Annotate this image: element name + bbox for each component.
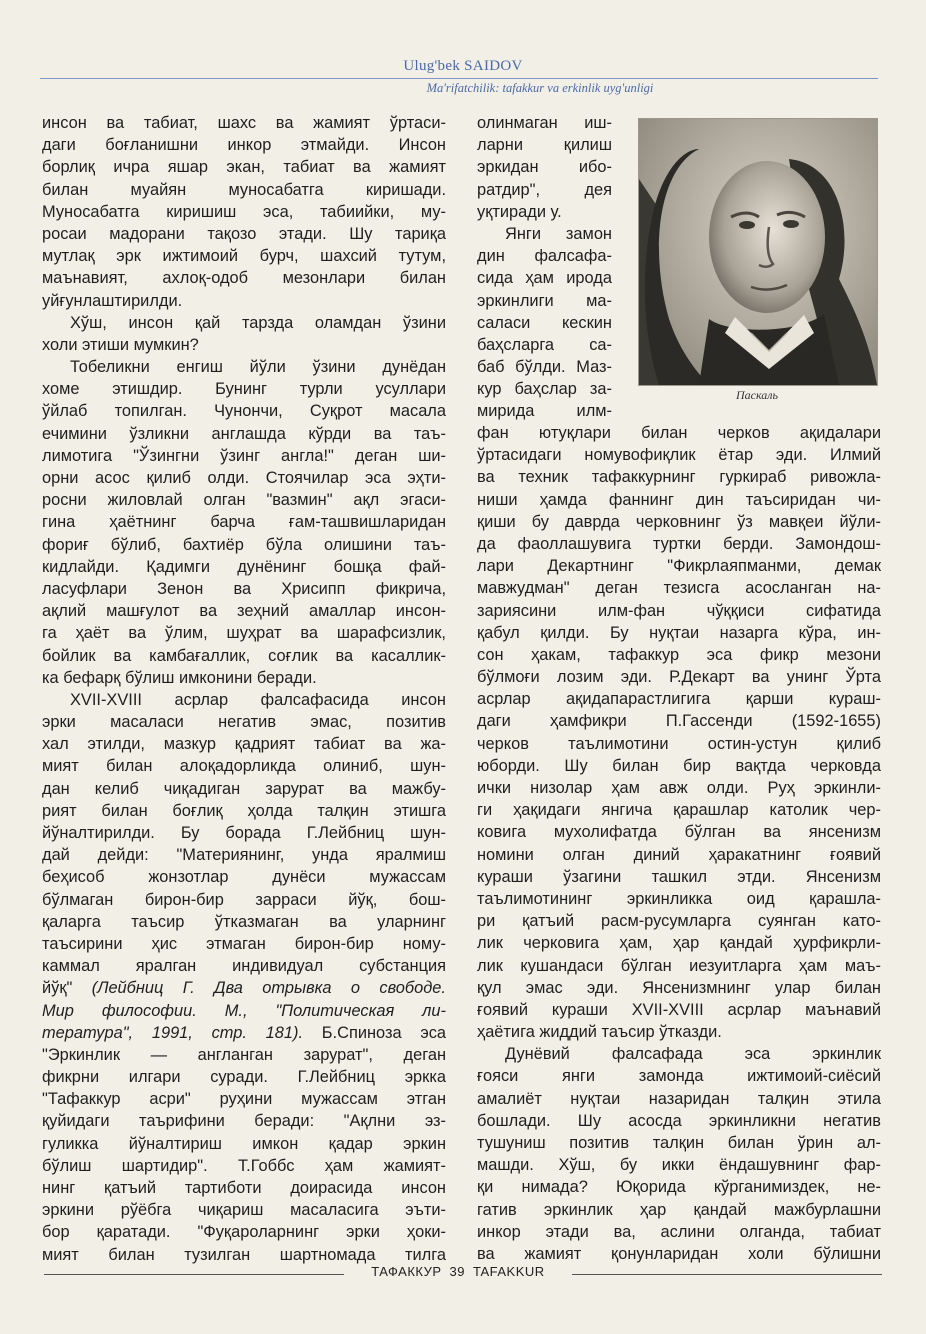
text-line: номини олган диний ҳаракатнинг ғоявий — [477, 845, 881, 864]
text-line: Дунёвий фалсафада эса эркинлик — [505, 1045, 881, 1064]
text-line: уйғунлаштирилди. — [42, 291, 183, 310]
text-line: дан келиб чиқадиган зарурат ва мажбу- — [42, 779, 446, 798]
text-line: юборди. Шу билан бир вақтда черковда — [477, 756, 881, 775]
text-line: бойлик ва камбағаллик, соғлик ва касаллик- — [42, 646, 446, 665]
text-line: лари Декартнинг "Фикрлаяпманми, демак — [477, 557, 881, 576]
text-line: бор қаратади. "Фуқароларнинг эрки ҳоки- — [42, 1223, 446, 1242]
text-line: ковига мухолифатда бўлган ва янсенизм — [477, 823, 881, 842]
text-line: ва техник тафаккурнинг гуркираб ривожла- — [477, 468, 881, 487]
text-line: нинг қатъий тартиботи доирасида инсон — [42, 1179, 446, 1197]
text-line: олинмаган иш- — [477, 114, 612, 132]
text-line: фикрни илгари суради. Г.Лейбниц эркка — [42, 1068, 446, 1087]
text-line: даги боғланишни инкор этмайди. Инсон — [42, 136, 446, 155]
text-line: фориғ бўлиб, бахтиёр бўла олишини таъ- — [42, 535, 446, 554]
text-line: кураши ўзагини ташкил этди. Янсенизм — [477, 867, 881, 886]
text-line: эркидан ибо- — [477, 158, 612, 177]
text-line: борлиқ ичра яшар экан, табиат ва жамият — [42, 158, 446, 177]
text-line: зариясини илм-фан чўққиси сифатида — [477, 601, 881, 620]
text-line: ратдир", дея — [477, 180, 612, 199]
text-line: ўртасидаги номувофиқлик ётар эди. Илмий — [477, 446, 881, 465]
text-line: ларни қилиш — [477, 136, 612, 155]
text-line: мият билан тузилган шартномада тилга — [42, 1245, 446, 1264]
text-line: қул эмас эди. Янсенизмнинг улар билан — [477, 978, 881, 997]
text-line: Мир философии. М., "Политическая ли- — [42, 1001, 446, 1020]
text-line: каммал яралган индивидуал субстанция — [42, 957, 446, 976]
text-line: асрлар ақидапарастлигига қарши кураш- — [477, 690, 881, 709]
text-line: гуликка йўналтириш имкон қадар эркин — [42, 1134, 446, 1153]
text-line: рият билан боғлиқ ҳолда талқин этишга — [42, 801, 446, 820]
text-line: баб бўлди. Маз- — [477, 358, 612, 377]
text-line: эрки масаласи негатив эмас, позитив — [42, 713, 446, 732]
text-line: мият билан алоқадорликда олиниб, шун- — [42, 757, 446, 776]
text-line: Тобеликни енгиш йўли ўзини дунёдан — [70, 358, 446, 377]
text-line: ниши ҳамда фаннинг дин таъсиридан чи- — [477, 490, 881, 509]
text-line: эркини рўёбга чиқариш масаласига эъти- — [42, 1201, 446, 1220]
footer-label — [346, 1264, 570, 1279]
text-line: Муносабатга киришиш эса, табиийки, му- — [42, 202, 446, 221]
footer-journal-cyrillic: ТАФАККУР — [371, 1264, 442, 1279]
page-number: 39 — [449, 1264, 466, 1279]
text-line: кидлайди. Қадимги дунёнинг бошқа фай- — [42, 557, 446, 576]
text-line: XVII-XVIII асрлар фалсафасида инсон — [70, 690, 446, 709]
text-line: росаи мадорани тақозо этади. Шу тариқа — [42, 224, 446, 243]
text-line: холи этиши мумкин? — [42, 335, 199, 354]
text-line: росни жиловлай олган "вазмин" ақл эгаси- — [42, 491, 446, 510]
text-line: ақлий машғулот ва зеҳний амаллар инсон- — [42, 602, 446, 621]
text-line: мавжудман" деган тезисга асосланган на- — [477, 579, 881, 598]
right-column-wrap-text — [477, 112, 612, 423]
text-line: ички низолар ҳам авж олди. Руҳ эркинли- — [477, 779, 881, 797]
text-line: инсон ва табиат, шахс ва жамият ўртаси- — [42, 114, 446, 132]
text-line: орни асос қилиб олди. Стоячилар эса эҳти- — [42, 469, 446, 487]
text-line: ғояси янги замонда ижтимоий-сиёсий — [477, 1067, 881, 1086]
text-line: черков таълимотини остин-устун қилиб — [477, 734, 881, 753]
text-line: йўналтирилди. Бу борада Г.Лейбниц шун- — [42, 824, 446, 842]
text-line: лик кушандаси бўлган иезуитларга ҳам маъ- — [477, 956, 881, 975]
text-line: тература", 1991, стр. 181). Б.Спиноза эса — [42, 1023, 446, 1042]
page-footer — [0, 1264, 926, 1288]
text-line: "Тафаккур асри" руҳини мужассам этган — [42, 1090, 446, 1109]
text-line: "Эркинлик — англанган зарурат", деган — [42, 1045, 446, 1064]
text-line: тушуниш позитив талқин билан ўрин ал- — [477, 1134, 881, 1152]
text-line: дай дейди: "Материянинг, унда яралмиш — [42, 846, 446, 865]
text-line: сида ҳам ирода — [477, 269, 612, 288]
text-line: қуйидаги таърифини беради: "Ақлни эз- — [42, 1112, 446, 1131]
text-line: амалиёт нуқтаи назаридан талқин этила — [477, 1089, 881, 1108]
text-line: бошлади. Шу асосда эркинликни негатив — [477, 1111, 881, 1130]
text-line: лик черковига ҳам, ҳар қандай ҳурфикрли- — [477, 934, 881, 953]
text-line: қаларга таъсир ўтказмаган ва уларнинг — [42, 912, 446, 931]
text-line: ҳаётига жиддий таъсир ўтказди. — [477, 1023, 722, 1042]
left-column — [42, 112, 446, 1266]
footer-rule-left — [44, 1274, 344, 1275]
text-line: хал этилди, мазкур қадрият табиат ва жа- — [42, 735, 446, 754]
text-line: таълимотининг эркинликка оид қарашла- — [477, 889, 881, 908]
footer-rule-right — [572, 1274, 882, 1275]
text-line: маънавият, ахлоқ-одоб мезонлари билан — [42, 269, 446, 288]
text-line: га ҳаёт ва ўлим, шуҳрат ва шарафсизлик, — [42, 624, 446, 643]
text-line: бўлмаган бирон-бир зарраси йўқ, бош- — [42, 890, 446, 909]
running-head-author: Ulug'bek SAIDOV — [403, 58, 523, 74]
text-line: мутлақ эрк ижтимоий бурч, шахсий тутум, — [42, 247, 446, 266]
footer-journal-latin: TAFAKKUR — [473, 1264, 545, 1279]
text-line: Хўш, инсон қай тарзда оламдан ўзини — [70, 313, 446, 332]
text-line: қабул қилди. Бу нуқтаи назарга кўра, ин- — [477, 623, 881, 642]
text-line: баҳсларга са- — [477, 335, 612, 354]
text-line: гина ҳаётнинг барча ғам-ташвишларидан — [42, 513, 446, 532]
running-head-subtitle: Ma'rifatchilik: tafakkur va erkinlik uyg'unligi — [426, 81, 654, 95]
text-line: ка бефарқ бўлиш имконини беради. — [42, 668, 317, 687]
text-line: инкор этади ва, аслини олганда, табиат — [477, 1222, 881, 1241]
text-line: ги ҳақидаги янгича қарашлар католик чер- — [477, 801, 881, 820]
pascal-portrait-image — [638, 118, 878, 386]
text-line: ўйлаб топилган. Чунончи, Суқрот масала — [42, 402, 446, 421]
text-line: эркинлиги ма- — [477, 291, 612, 310]
text-line: бўлиш шартидир". Т.Гоббс ҳам жамият- — [42, 1156, 446, 1175]
text-line: мирида илм- — [477, 402, 612, 421]
text-line: ечимини ўзликни англашда кўрди ва таъ- — [42, 424, 446, 443]
text-line: ва жамият қонунларидан холи бўлишни — [477, 1244, 881, 1263]
right-column — [477, 422, 881, 1265]
text-line: кур баҳслар за- — [477, 380, 612, 399]
text-line: қиши бу даврда черковнинг ўз мавқеи йўли- — [477, 512, 881, 531]
text-line: да фаоллашувига туртки берди. Замондош- — [477, 534, 881, 553]
text-line: бўлмоғи лозим эди. Р.Декарт ва унинг Ўрта — [477, 668, 881, 687]
text-line: беҳисоб жонзотлар дунёси мужассам — [42, 868, 446, 887]
text-line: сон ҳакам, тафаккур эса фикр мезони — [477, 645, 881, 664]
portrait-engraving-icon — [639, 119, 877, 385]
header-rule — [40, 78, 878, 79]
text-line: ласуфлари Зенон ва Хрисипп фикрича, — [42, 579, 446, 598]
text-line: фан ютуқлари билан черков ақидалари — [477, 424, 881, 442]
text-line: йўқ" (Лейбниц Г. Два отрывка о свободе. — [42, 979, 446, 998]
text-line: саласи кескин — [477, 313, 612, 332]
page-header — [0, 0, 926, 110]
text-line: хоме этишдир. Бунинг турли усуллари — [42, 380, 446, 399]
text-line: қи нимада? Юқорида кўрганимиздек, не- — [477, 1178, 881, 1197]
text-line: ғоявий кураши XVII-XVIII асрлар маънавий — [477, 1000, 881, 1019]
text-line: дин фалсафа- — [477, 247, 612, 266]
text-line: ри қатъий расм-русумларга суянган като- — [477, 912, 881, 931]
text-line: Янги замон — [505, 224, 612, 243]
text-line: машди. Хўш, бу икки ёндашувнинг фар- — [477, 1156, 881, 1175]
text-line: гатив эркинлик ҳар қандай мажбурлашни — [477, 1200, 881, 1219]
text-line: таъсирини ҳис этмаган бирон-бир ному- — [42, 934, 446, 953]
text-line: даги ҳамфикри П.Гассенди (1592-1655) — [477, 712, 881, 731]
text-line: лимотига "Ўзингни ўзинг англа!" деган ши- — [42, 446, 446, 465]
text-line: уқтиради у. — [477, 202, 562, 221]
text-line: билан муайян муносабатга киришади. — [42, 180, 446, 199]
portrait-caption: Паскаль — [736, 388, 778, 402]
